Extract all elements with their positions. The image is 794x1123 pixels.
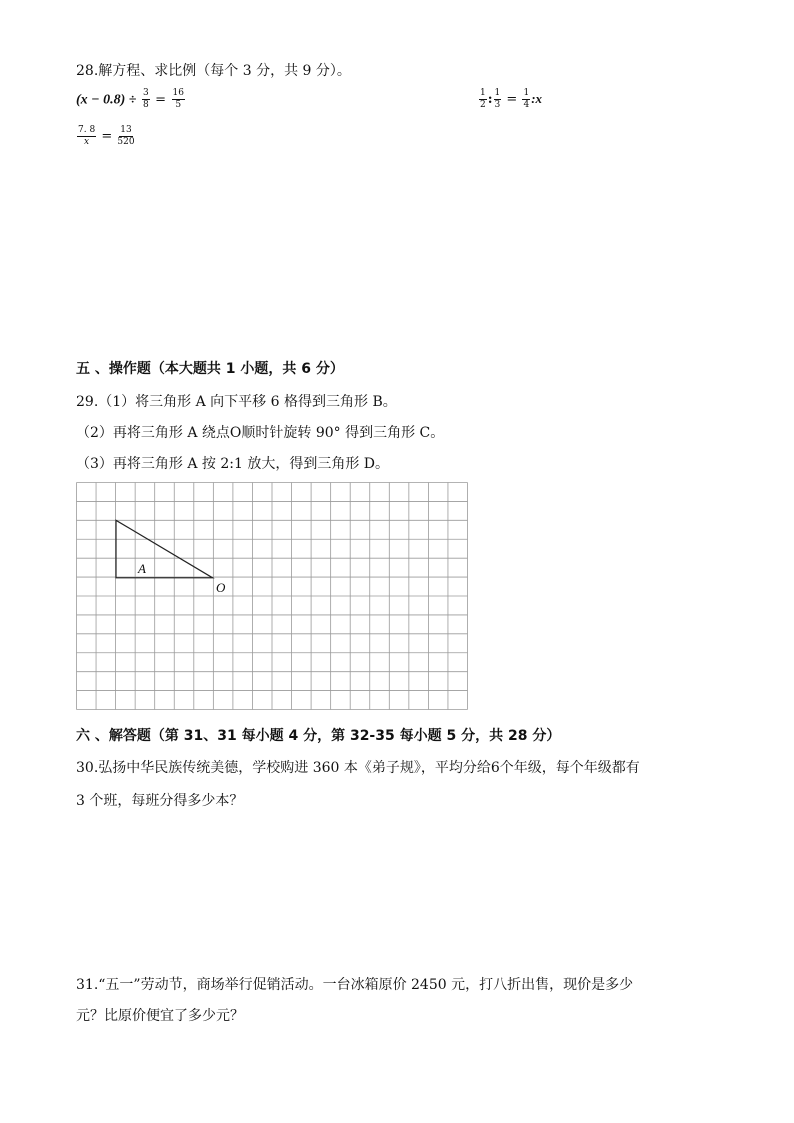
q31-line-1: 31.“五一”劳动节，商场举行促销活动。一台冰箱原价 2450 元，打八折出售，现价是多少 xyxy=(76,977,634,993)
fraction: $\frac{16}{5}$ xyxy=(172,88,184,110)
q30-line-2: 3 个班，每班分得多少本？ xyxy=(76,793,244,809)
eq1-lhs: (x − 0.8) ÷ xyxy=(76,92,137,108)
q28-title: 28.解方程、求比例（每个 3 分，共 9 分）。 xyxy=(76,63,351,79)
fraction: $\frac{1}{4}$ xyxy=(523,88,530,110)
grid-lines xyxy=(77,483,468,710)
point-o-label: O xyxy=(216,580,226,595)
equals-sign: = xyxy=(506,92,518,107)
fraction: $\frac{7. 8}{x}$ xyxy=(78,125,96,147)
q30-line-1: 30.弘扬中华民族传统美德，学校购进 360 本《弟子规》，平均分给6个年级，每个年级都有 xyxy=(76,760,640,776)
q31-line-2: 元？比原价便宜了多少元？ xyxy=(76,1008,244,1024)
fraction: $\frac{13}{520}$ xyxy=(117,125,135,147)
square-grid xyxy=(76,482,470,712)
eq2-tail: :x xyxy=(531,91,543,106)
fraction: $\frac{1}{3}$ xyxy=(494,88,501,110)
q28-equation-1 xyxy=(76,89,186,110)
q28-equation-3 xyxy=(76,126,136,147)
triangle-a-label: A xyxy=(138,561,146,576)
fraction: $\frac{3}{8}$ xyxy=(142,88,149,110)
section-5-heading: 五 、操作题（本大题共 1 小题，共 6 分） xyxy=(76,361,344,377)
fraction: $\frac{1}{2}$ xyxy=(480,88,486,110)
q29-line-2: （2）再将三角形 A 绕点O顺时针旋转 90° 得到三角形 C。 xyxy=(76,425,445,441)
section-6-heading: 六 、解答题（第 31、31 每小题 4 分，第 32-35 每小题 5 分，共 28 分） xyxy=(76,728,561,744)
ratio-colon: : xyxy=(487,92,493,107)
q29-line-3: （3）再将三角形 A 按 2:1 放大，得到三角形 D。 xyxy=(76,456,390,472)
equals-sign: = xyxy=(155,92,167,108)
triangle-a xyxy=(116,520,213,578)
q29-line-1: 29.（1）将三角形 A 向下平移 6 格得到三角形 B。 xyxy=(76,394,397,410)
equals-sign: = xyxy=(101,129,113,144)
q28-equation-2 xyxy=(478,89,542,110)
